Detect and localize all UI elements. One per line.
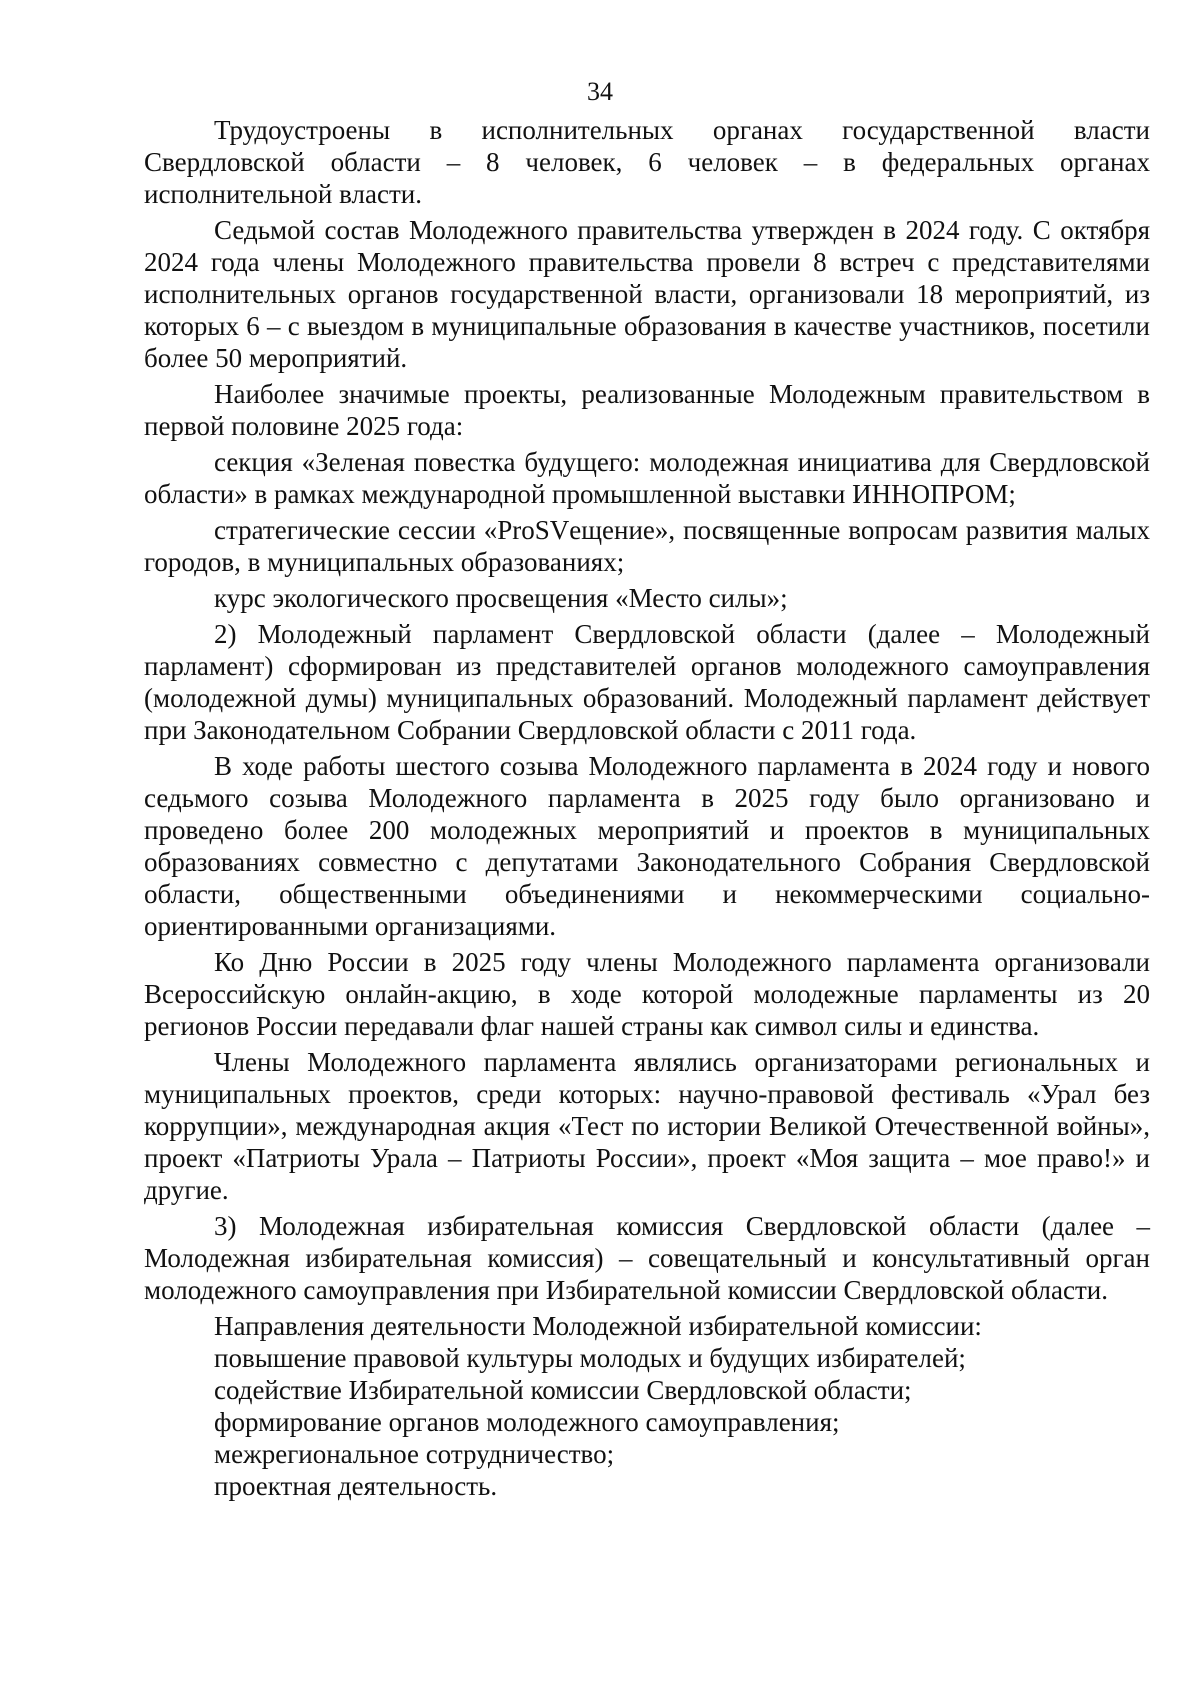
paragraph: В ходе работы шестого созыва Молодежного парламента в 2024 году и нового седьмого созыва Молодежного парламента в 2025 году было организовано и проведено более 200 молодежных мероприятий и проектов в муниципальных образованиях совместно с депутатами Законодательного Собрания Свердловской области, общественными объединениями и некоммерческими социально-ориентированными организациями. — [144, 751, 1150, 941]
direction-item: формирование органов молодежного самоуправления; — [214, 1407, 840, 1437]
paragraph: Трудоустроены в исполнительных органах государственной власти Свердловской области – 8 человек, 6 человек – в федеральных органах исполнительной власти. — [144, 115, 1150, 209]
paragraph: 2) Молодежный парламент Свердловской области (далее – Молодежный парламент) сформирован из представителей органов молодежного самоуправления (молодежной думы) муниципальных образований. Молодежный парламент действует при Законодательном Собрании Свердловской области с 2011 года. — [144, 619, 1150, 745]
directions-title: Направления деятельности Молодежной избирательной комиссии: — [214, 1311, 982, 1341]
paragraph: Члены Молодежного парламента являлись организаторами региональных и муниципальных проектов, среди которых: научно-правовой фестиваль «Урал без коррупции», международная акция «Тест по истории Великой Отечественной войны», проект «Патриоты Урала – Патриоты России», проект «Моя защита – мое право!» и другие. — [144, 1047, 1150, 1205]
paragraph: Седьмой состав Молодежного правительства утвержден в 2024 году. С октября 2024 года члены Молодежного правительства провели 8 встреч с представителями исполнительных органов государственной власти, организовали 18 мероприятий, из которых 6 – с выездом в муниципальные образования в качестве участников, посетили более 50 мероприятий. — [144, 215, 1150, 373]
direction-item: содействие Избирательной комиссии Свердловской области; — [214, 1375, 912, 1405]
paragraph: 3) Молодежная избирательная комиссия Свердловской области (далее – Молодежная избирательная комиссия) – совещательный и консультативный орган молодежного самоуправления при Избирательной комиссии Свердловской области. — [144, 1211, 1150, 1305]
paragraph: Ко Дню России в 2025 году члены Молодежного парламента организовали Всероссийскую онлайн-акцию, в ходе которой молодежные парламенты из 20 регионов России передавали флаг нашей страны как символ силы и единства. — [144, 947, 1150, 1041]
paragraph: секция «Зеленая повестка будущего: молодежная инициатива для Свердловской области» в рамках международной промышленной выставки ИННОПРОМ; — [144, 447, 1150, 509]
page-number: 34 — [587, 77, 613, 106]
direction-item: повышение правовой культуры молодых и будущих избирателей; — [214, 1343, 966, 1373]
document-body — [144, 114, 1150, 1502]
paragraph: стратегические сессии «ProSVещение», посвященные вопросам развития малых городов, в муниципальных образованиях; — [144, 515, 1150, 577]
paragraph: Наиболее значимые проекты, реализованные Молодежным правительством в первой половине 2025 года: — [144, 379, 1150, 441]
paragraph: курс экологического просвещения «Место силы»; — [214, 583, 788, 613]
direction-item: межрегиональное сотрудничество; — [214, 1439, 615, 1469]
direction-item: проектная деятельность. — [214, 1471, 498, 1501]
